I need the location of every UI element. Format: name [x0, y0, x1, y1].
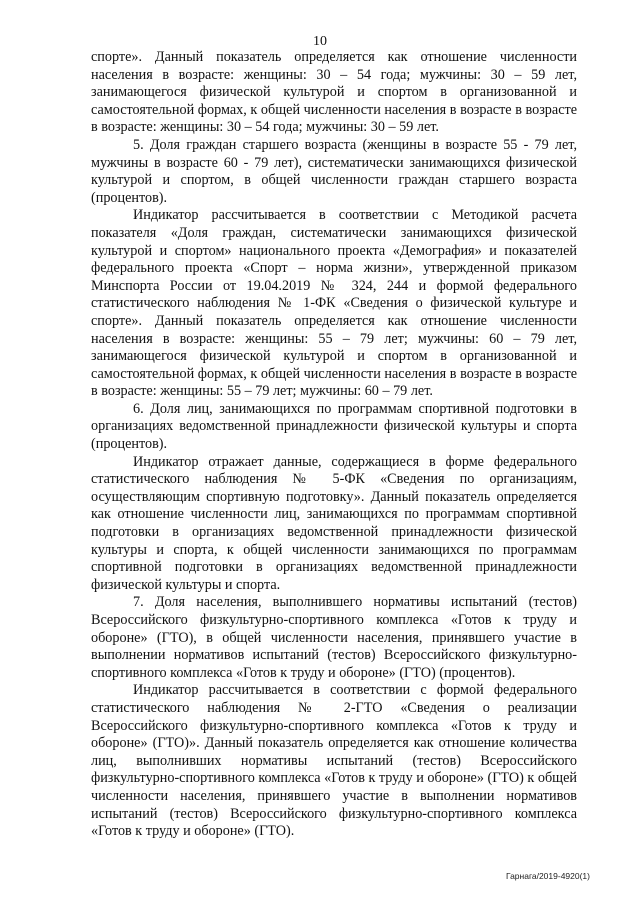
page-body — [91, 49, 577, 841]
paragraph-item-5-indicator: Индикатор рассчитывается в соответствии с Методикой расчета показателя «Доля граждан, систематически занимающихся физической культурой и спортом» национального проекта «Демография» и показателей федерального проекта «Спорт – норма жизни», утвержденной приказом Минспорта России от 19.04.2019 № 324, 244 и формой федерального статистического наблюдения № 1-ФК «Сведения о физической культуре и спорте». Данный показатель определяется как отношение численности населения в возрасте: женщины: 55 – 79 лет; мужчины: 60 – 79 лет, занимающегося физической культурой и спортом в организованной и самостоятельной формах, к общей численности населения в возрасте в возрасте в возрасте: женщины: 55 – 79 лет; мужчины: 60 – 79 лет. — [91, 207, 577, 400]
page-number: 10 — [313, 34, 327, 49]
paragraph-item-5: 5. Доля граждан старшего возраста (женщины в возрасте 55 - 79 лет, мужчины в возрасте 60 - 79 лет), систематически занимающихся физической культурой и спортом, в общей численности граждан старшего возраста (процентов). — [91, 136, 577, 206]
paragraph-item-7: 7. Доля населения, выполнившего нормативы испытаний (тестов) Всероссийского физкультурно-спортивного комплекса «Готов к труду и обороне» (ГТО), в общей численности населения, принявшего участие в выполнении нормативов испытаний (тестов) Всероссийского физкультурно-спортивного комплекса «Готов к труду и обороне» (ГТО) (процентов). — [91, 594, 577, 681]
paragraph-item-7-indicator: Индикатор рассчитывается в соответствии с формой федерального статистического наблюдения № 2-ГТО «Сведения о реализации Всероссийского физкультурно-спортивного комплекса «Готов к труду и обороне» (ГТО)». Данный показатель определяется как отношение количества лиц, выполнивших нормативы испытаний (тестов) Всероссийского физкультурно-спортивного комплекса «Готов к труду и обороне» (ГТО) к общей численности населения, принявшего участие в выполнении нормативов испытаний (тестов) Всероссийского физкультурно-спортивного комплекса «Готов к труду и обороне» (ГТО). — [91, 682, 577, 840]
document-registration-code: Гарнага/2019-4920(1) — [505, 871, 590, 881]
paragraph-item-6-indicator: Индикатор отражает данные, содержащиеся в форме федерального статистического наблюдения № 5-ФК «Сведения по организациям, осуществляющим спортивную подготовку». Данный показатель определяется как отношение численности лиц, занимающихся по программам спортивной подготовки в организациях ведомственной принадлежности физической культуры и спорта, к общей численности занимающихся по программам спортивной подготовки в организациях ведомственной принадлежности физической культуры и спорта. — [91, 453, 577, 593]
paragraph-item-6: 6. Доля лиц, занимающихся по программам спортивной подготовки в организациях ведомственной принадлежности физической культуры и спорта (процентов). — [91, 400, 577, 453]
paragraph-continuation: спорте». Данный показатель определяется как отношение численности населения в возрасте: женщины: 30 – 54 года; мужчины: 30 – 59 лет, занимающегося физической культурой и спортом в организованной и самостоятельной формах, к общей численности населения в возрасте в возрасте в возрасте: женщины: 30 – 54 года; мужчины: 30 – 59 лет. — [91, 49, 577, 136]
